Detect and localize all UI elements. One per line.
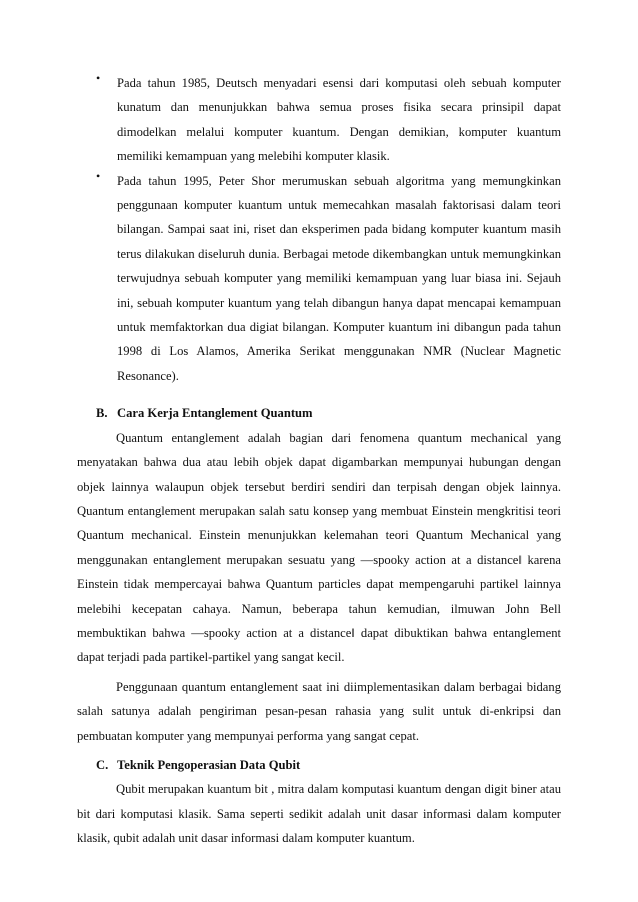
page-content [77, 71, 561, 851]
bullet-icon: • [96, 71, 101, 85]
section-b-paragraph: Quantum entanglement adalah bagian dari fenomena quantum mechanical yang menyatakan bahwa dua atau lebih objek dapat digambarkan mempunyai hubungan dengan objek lainnya walaupun objek tersebut berdiri sendiri dan terpisah dengan objek lainnya. Quantum entanglement merupakan salah satu konsep yang membuat Einstein mengkritisi teori Quantum mechanical. Einstein menunjukkan kelemahan teori Quantum Mechanical yang menggunakan entanglement merupakan sesuatu yang ―spooky action at a distance‖ karena Einstein tidak mempercayai bahwa Quantum particles dapat mempengaruhi partikel lainnya melebihi kecepatan cahaya. Namun, beberapa tahun kemudian, ilmuwan John Bell membuktikan bahwa ―spooky action at a distance‖ dapat dibuktikan bahwa entanglement dapat terjadi pada partikel-partikel yang sangat kecil. [77, 430, 561, 665]
section-c-title: Teknik Pengoperasian Data Qubit [117, 757, 301, 772]
section-b-title: Cara Kerja Entanglement Quantum [117, 406, 313, 421]
section-b-paragraph: Penggunaan quantum entanglement saat ini diimplementasikan dalam berbagai bidang salah satunya adalah pengiriman pesan-pesan rahasia yang sulit untuk di-enkripsi dan pembuatan komputer yang mempunyai performa yang sangat cepat. [77, 679, 561, 743]
section-b-heading [77, 401, 561, 425]
history-bullet-list [77, 71, 561, 388]
bullet-text: Pada tahun 1995, Peter Shor merumuskan sebuah algoritma yang memungkinkan penggunaan komputer kuantum untuk memecahkan masalah faktorisasi dalam teori bilangan. Sampai saat ini, riset dan eksperimen pada bidang komputer kuantum masih terus dilakukan diseluruh dunia. Berbagai metode dikembangkan untuk memungkinkan terwujudnya sebuah komputer yang memiliki kemampuan yang luar biasa ini. Sejauh ini, sebuah komputer kuantum yang telah dibangun hanya dapat mencapai kemampuan untuk memfaktorkan dua digiat bilangan. Komputer kuantum ini dibangun pada tahun 1998 di Los Alamos, Amerika Serikat menggunakan NMR (Nuclear Magnetic Resonance). [117, 173, 561, 383]
section-c-heading [77, 753, 561, 777]
section-b-letter: B. [96, 406, 108, 421]
section-c-paragraph: Qubit merupakan kuantum bit , mitra dalam komputasi kuantum dengan digit biner atau bit dari komputasi klasik. Sama seperti sedikit adalah unit dasar informasi dalam komputer klasik, qubit adalah unit dasar informasi dalam komputer kuantum. [77, 782, 561, 846]
bullet-text: Pada tahun 1985, Deutsch menyadari esensi dari komputasi oleh sebuah komputer kunatum dan menunjukkan bahwa semua proses fisika secara prinsipil dapat dimodelkan melalui komputer kuantum. Dengan demikian, komputer kuantum memiliki kemampuan yang melebihi komputer klasik. [117, 76, 561, 164]
bullet-icon: • [96, 168, 101, 183]
list-item [77, 71, 561, 169]
list-item [77, 169, 561, 389]
section-c-letter: C. [96, 757, 109, 772]
